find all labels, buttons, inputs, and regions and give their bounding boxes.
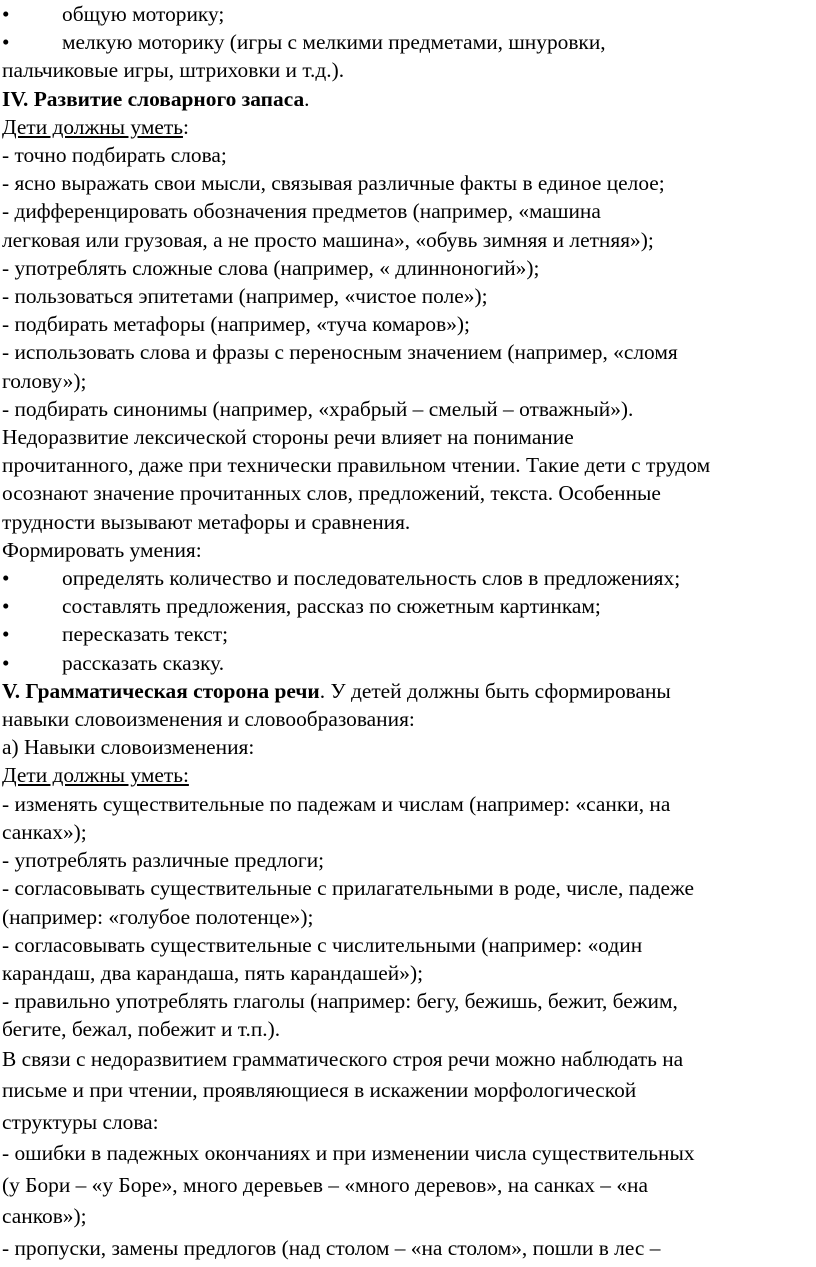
label-tail: : bbox=[182, 114, 189, 139]
bullet-text: составлять предложения, рассказ по сюжетным картинкам; bbox=[62, 594, 601, 619]
list-item: - согласовывать существительные с прилагательными в роде, числе, падеже bbox=[2, 876, 695, 901]
text-line: санков»); bbox=[2, 1204, 87, 1229]
section-title: IV. Развитие словарного запаса bbox=[2, 86, 305, 111]
section-heading bbox=[2, 677, 802, 705]
paragraph-line: структуры слова: bbox=[2, 1109, 159, 1134]
text-line: голову»); bbox=[2, 368, 87, 393]
list-item: - употреблять сложные слова (например, « длинноногий»); bbox=[2, 255, 540, 280]
bullet-text: пересказать текст; bbox=[62, 622, 229, 647]
text-line: бегите, бежал, побежит и т.п.). bbox=[2, 1017, 281, 1042]
paragraph-line: письме и при чтении, проявляющиеся в искажении морфологической bbox=[2, 1078, 637, 1103]
list-item: - ошибки в падежных окончаниях и при изменении числа существительных bbox=[2, 1141, 695, 1166]
bullet-marker: • bbox=[2, 566, 10, 591]
bullet-marker: • bbox=[2, 594, 10, 619]
bullet-item bbox=[2, 620, 802, 648]
list-item: - изменять существительные по падежам и числам (например: «санки, на bbox=[2, 791, 671, 816]
bullet-item bbox=[2, 649, 802, 677]
text-line: санках»); bbox=[2, 819, 87, 844]
text-line: пальчиковые игры, штриховки и т.д.). bbox=[2, 58, 345, 83]
bullet-marker: • bbox=[2, 30, 10, 55]
list-item: - подбирать метафоры (например, «туча комаров»); bbox=[2, 312, 470, 337]
bullet-text: рассказать сказку. bbox=[62, 650, 225, 675]
section-heading bbox=[2, 85, 802, 113]
text-line: а) Навыки словоизменения: bbox=[2, 735, 255, 760]
underlined-label: Дети должны уметь: bbox=[2, 763, 189, 788]
heading-tail: . bbox=[304, 86, 310, 111]
list-item: - пропуски, замены предлогов (над столом – «на столом», пошли в лес – bbox=[2, 1235, 661, 1260]
text-line: Формировать умения: bbox=[2, 537, 202, 562]
bullet-item bbox=[2, 564, 802, 592]
list-item: - употреблять различные предлоги; bbox=[2, 848, 325, 873]
subheading bbox=[2, 761, 802, 789]
bullet-item bbox=[2, 592, 802, 620]
list-item: - точно подбирать слова; bbox=[2, 143, 227, 168]
heading-tail: . У детей должны быть сформированы bbox=[319, 678, 671, 703]
list-item: - ясно выражать свои мысли, связывая различные факты в единое целое; bbox=[2, 171, 665, 196]
list-item: - согласовывать существительные с числительными (например: «один bbox=[2, 932, 643, 957]
text-line: (например: «голубое полотенце»); bbox=[2, 904, 314, 929]
text-line: легковая или грузовая, а не просто машина», «обувь зимняя и летняя»); bbox=[2, 227, 654, 252]
text-line: карандаш, два карандаша, пять карандашей»); bbox=[2, 960, 424, 985]
list-item: - дифференцировать обозначения предметов (например, «машина bbox=[2, 199, 601, 224]
list-item: - правильно употреблять глаголы (например: бегу, бежишь, бежит, бежим, bbox=[2, 989, 678, 1014]
bullet-marker: • bbox=[2, 650, 10, 675]
bullet-text: общую моторику; bbox=[62, 2, 225, 26]
section-title: V. Грамматическая сторона речи bbox=[2, 678, 320, 703]
bullet-text: мелкую моторику (игры с мелкими предметами, шнуровки, bbox=[62, 30, 606, 55]
text-line: (у Бори – «у Боре», много деревьев – «много деревов», на санках – «на bbox=[2, 1172, 648, 1197]
bullet-item bbox=[2, 28, 802, 56]
list-item: - пользоваться эпитетами (например, «чистое поле»); bbox=[2, 284, 488, 309]
text-line: навыки словоизменения и словообразования: bbox=[2, 707, 415, 732]
paragraph-line: В связи с недоразвитием грамматического строя речи можно наблюдать на bbox=[2, 1046, 684, 1071]
underlined-label: Дети должны уметь bbox=[2, 114, 183, 139]
paragraph-line: Недоразвитие лексической стороны речи влияет на понимание bbox=[2, 425, 574, 450]
paragraph-line: прочитанного, даже при технически правильном чтении. Такие дети с трудом bbox=[2, 453, 711, 478]
paragraph-line: трудности вызывают метафоры и сравнения. bbox=[2, 509, 411, 534]
bullet-item bbox=[2, 0, 802, 28]
bullet-text: определять количество и последовательность слов в предложениях; bbox=[62, 566, 681, 591]
bullet-marker: • bbox=[2, 622, 10, 647]
paragraph-line: осознают значение прочитанных слов, предложений, текста. Особенные bbox=[2, 481, 661, 506]
list-item: - использовать слова и фразы с переносным значением (например, «сломя bbox=[2, 340, 678, 365]
list-item: - подбирать синонимы (например, «храбрый – смелый – отважный»). bbox=[2, 396, 634, 421]
subheading bbox=[2, 113, 802, 141]
bullet-marker: • bbox=[2, 2, 10, 26]
